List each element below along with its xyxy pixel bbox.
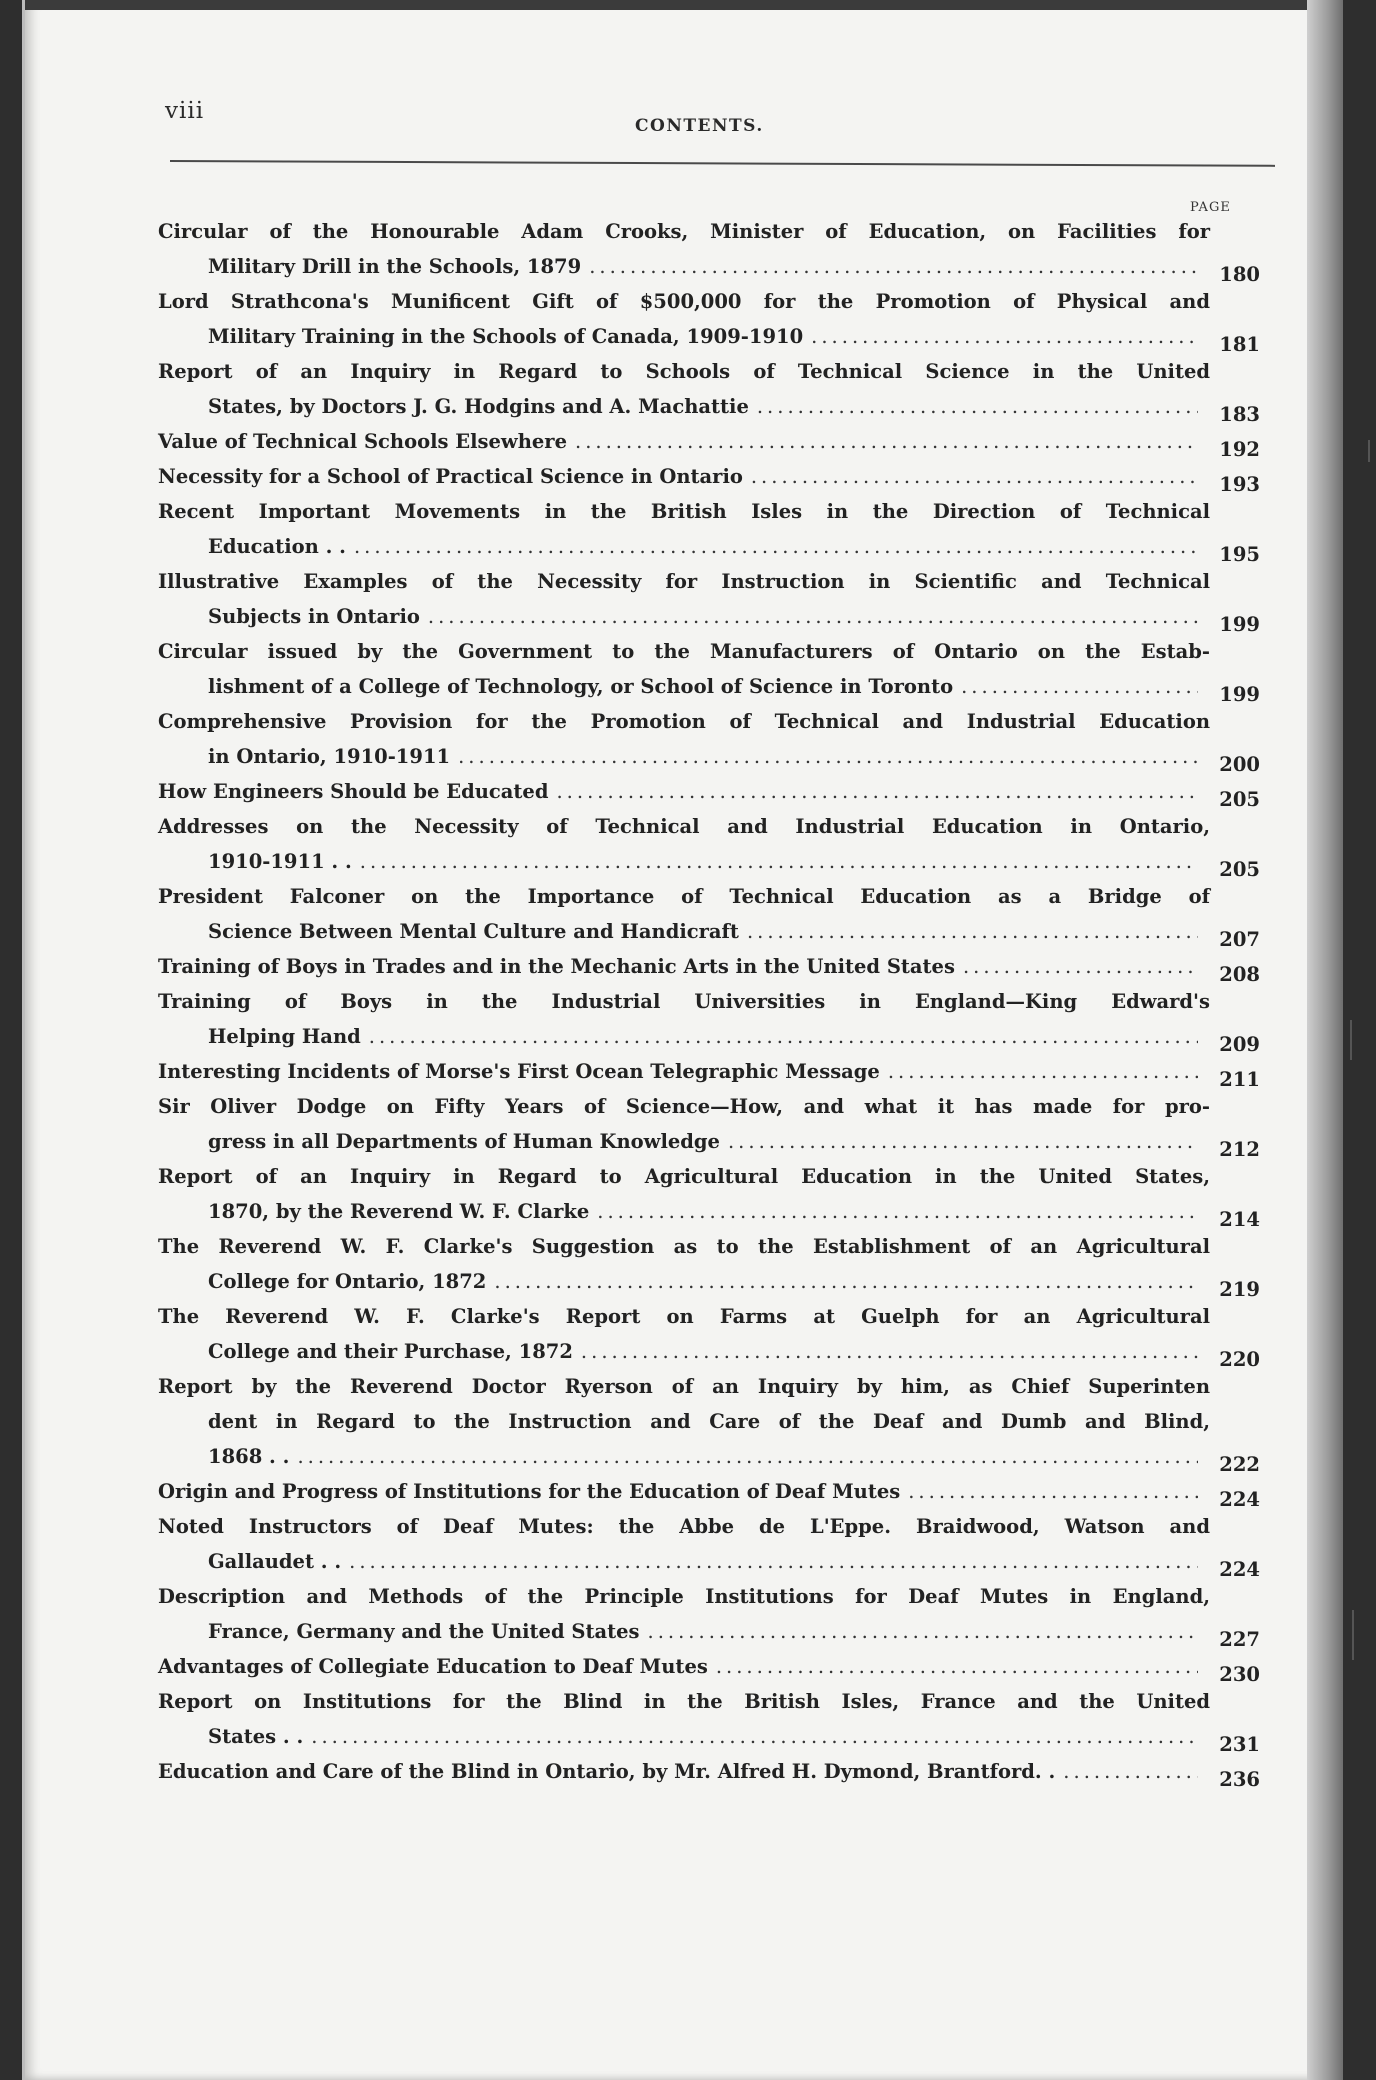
dot-leader	[747, 914, 1198, 949]
dot-leader	[648, 1614, 1198, 1649]
page-reference: 183	[1219, 403, 1260, 426]
page-reference: 193	[1219, 473, 1260, 496]
dot-leader	[360, 844, 1198, 879]
entry-title-end: in Ontario, 1910-1911	[208, 745, 451, 768]
toc-entry	[158, 1299, 1260, 1369]
toc-entry	[158, 284, 1260, 354]
entry-title-line: Addresses on the Necessity of Technical and Industrial Education in Ontario,	[158, 815, 1210, 838]
entry-title-end: Military Drill in the Schools, 1879	[208, 255, 582, 278]
dot-leader	[581, 1334, 1198, 1369]
page-reference: 199	[1219, 613, 1260, 636]
entry-title-line: Comprehensive Provision for the Promotion of Technical and Industrial Education	[158, 710, 1210, 733]
dot-leader	[556, 774, 1198, 809]
entry-title-end: Value of Technical Schools Elsewhere	[158, 430, 567, 453]
entry-title-end: Origin and Progress of Institutions for the Education of Deaf Mutes	[158, 1480, 901, 1503]
dot-leader	[963, 949, 1198, 984]
entry-leader-line	[158, 1439, 1260, 1474]
page-reference: 214	[1219, 1208, 1260, 1231]
entry-title-end: Advantages of Collegiate Education to Deaf Mutes	[158, 1655, 708, 1678]
dot-leader	[349, 1544, 1198, 1579]
toc-entry	[158, 879, 1260, 949]
page-reference: 207	[1219, 928, 1260, 951]
entry-leader-line	[158, 1614, 1260, 1649]
toc-entry	[158, 1649, 1260, 1684]
entry-leader-line	[158, 424, 1260, 459]
entry-title-line: Circular issued by the Government to the Manufacturers of Ontario on the Estab-	[158, 640, 1210, 663]
entry-leader-line	[158, 319, 1260, 354]
entry-leader-line	[158, 1019, 1260, 1054]
page-reference: 220	[1219, 1348, 1260, 1371]
entry-leader-line	[158, 599, 1260, 634]
entry-title-end: Interesting Incidents of Morse's First Ocean Telegraphic Message	[158, 1060, 880, 1083]
entry-title-end: Training of Boys in Trades and in the Mechanic Arts in the United States	[158, 955, 955, 978]
page-reference: 222	[1219, 1453, 1260, 1476]
entry-leader-line	[158, 739, 1260, 774]
dot-leader	[811, 319, 1198, 354]
dot-leader	[575, 424, 1198, 459]
entry-leader-line	[158, 1124, 1260, 1159]
page-reference: 208	[1219, 963, 1260, 986]
page-reference: 180	[1219, 263, 1260, 286]
dot-leader	[297, 1439, 1198, 1474]
toc-entry	[158, 809, 1260, 879]
toc-entry	[158, 984, 1260, 1054]
page-reference: 230	[1219, 1663, 1260, 1686]
toc-entry	[158, 424, 1260, 459]
margin-mark	[1368, 440, 1370, 462]
page-reference: 231	[1219, 1733, 1260, 1756]
entry-leader-line	[158, 1544, 1260, 1579]
toc-entry	[158, 774, 1260, 809]
toc-entry	[158, 564, 1260, 634]
dot-leader	[961, 669, 1198, 704]
entry-leader-line	[158, 1649, 1260, 1684]
entry-title-end: Education and Care of the Blind in Ontario, by Mr. Alfred H. Dymond, Brantford. .	[158, 1760, 1056, 1783]
entry-leader-line	[158, 249, 1260, 284]
dot-leader	[888, 1054, 1198, 1089]
entry-title-end: Gallaudet . .	[208, 1550, 342, 1573]
page-reference: 224	[1219, 1488, 1260, 1511]
entry-title-line: Report of an Inquiry in Regard to Schools of Technical Science in the United	[158, 360, 1210, 383]
entry-title-end: 1870, by the Reverend W. F. Clarke	[208, 1200, 590, 1223]
dot-leader	[597, 1194, 1198, 1229]
entry-leader-line	[158, 459, 1260, 494]
toc-entry	[158, 494, 1260, 564]
page-reference: 181	[1219, 333, 1260, 356]
page-column-label: PAGE	[1190, 200, 1231, 215]
toc-entry	[158, 1684, 1260, 1754]
toc-entry	[158, 1229, 1260, 1299]
toc-entry	[158, 1089, 1260, 1159]
page-number: viii	[165, 98, 205, 124]
page-reference: 219	[1219, 1278, 1260, 1301]
dot-leader	[751, 459, 1198, 494]
dot-leader	[428, 599, 1198, 634]
dot-leader	[728, 1124, 1198, 1159]
entry-title-end: Necessity for a School of Practical Science in Ontario	[158, 465, 743, 488]
toc-entry	[158, 1474, 1260, 1509]
page-reference: 205	[1219, 788, 1260, 811]
toc-entry	[158, 214, 1260, 284]
page-reference: 200	[1219, 753, 1260, 776]
entry-leader-line	[158, 1054, 1260, 1089]
entry-title-line: Circular of the Honourable Adam Crooks, Minister of Education, on Facilities for	[158, 220, 1210, 243]
entry-title-line: The Reverend W. F. Clarke's Report on Farms at Guelph for an Agricultural	[158, 1305, 1210, 1328]
dot-leader	[716, 1649, 1198, 1684]
entry-title-line: President Falconer on the Importance of Technical Education as a Bridge of	[158, 885, 1210, 908]
entry-title-end: Subjects in Ontario	[208, 605, 420, 628]
toc-entry	[158, 1054, 1260, 1089]
entry-title-end: lishment of a College of Technology, or School of Science in Toronto	[208, 675, 954, 698]
dot-leader	[311, 1719, 1198, 1754]
page-reference: 212	[1219, 1138, 1260, 1161]
dot-leader	[908, 1474, 1198, 1509]
running-title: CONTENTS.	[635, 116, 764, 136]
entry-title-end: College and their Purchase, 1872	[208, 1340, 573, 1363]
entry-title-line: dent in Regard to the Instruction and Care of the Deaf and Dumb and Blind,	[208, 1410, 1210, 1433]
toc-entry	[158, 1509, 1260, 1579]
entry-leader-line	[158, 669, 1260, 704]
table-of-contents	[158, 214, 1260, 1789]
entry-title-line: Report on Institutions for the Blind in the British Isles, France and the United	[158, 1690, 1210, 1713]
entry-leader-line	[158, 1754, 1260, 1789]
page-reference: 227	[1219, 1628, 1260, 1651]
page-reference: 224	[1219, 1558, 1260, 1581]
page-reference: 236	[1219, 1768, 1260, 1791]
entry-title-end: Education . .	[208, 535, 346, 558]
entry-leader-line	[158, 949, 1260, 984]
toc-entry	[158, 634, 1260, 704]
dot-leader	[1063, 1754, 1198, 1789]
dot-leader	[458, 739, 1198, 774]
entry-title-end: How Engineers Should be Educated	[158, 780, 549, 803]
entry-title-line: Sir Oliver Dodge on Fifty Years of Science—How, and what it has made for pro-	[158, 1095, 1210, 1118]
entry-title-end: Science Between Mental Culture and Handicraft	[208, 920, 739, 943]
entry-leader-line	[158, 844, 1260, 879]
entry-title-end: Military Training in the Schools of Canada, 1909-1910	[208, 325, 804, 348]
scan-top-border	[25, 0, 1343, 10]
toc-entry	[158, 704, 1260, 774]
entry-leader-line	[158, 914, 1260, 949]
dot-leader	[494, 1264, 1198, 1299]
entry-leader-line	[158, 1474, 1260, 1509]
entry-title-line: Recent Important Movements in the British Isles in the Direction of Technical	[158, 500, 1210, 523]
page-header	[165, 98, 1275, 158]
entry-title-end: Helping Hand	[208, 1025, 361, 1048]
page-reference: 205	[1219, 858, 1260, 881]
entry-leader-line	[158, 1194, 1260, 1229]
entry-leader-line	[158, 389, 1260, 424]
entry-title-end: gress in all Departments of Human Knowledge	[208, 1130, 720, 1153]
entry-title-end: College for Ontario, 1872	[208, 1270, 487, 1293]
entry-title-end: 1868 . .	[208, 1445, 290, 1468]
entry-title-end: France, Germany and the United States	[208, 1620, 640, 1643]
toc-entry	[158, 1754, 1260, 1789]
entry-leader-line	[158, 529, 1260, 564]
dot-leader	[354, 529, 1198, 564]
entry-title-end: States . .	[208, 1725, 304, 1748]
entry-leader-line	[158, 1719, 1260, 1754]
entry-title-line: Description and Methods of the Principle Institutions for Deaf Mutes in England,	[158, 1585, 1210, 1608]
entry-title-line: Report by the Reverend Doctor Ryerson of an Inquiry by him, as Chief Superinten	[158, 1375, 1210, 1398]
toc-entry	[158, 949, 1260, 984]
margin-mark	[1352, 1610, 1354, 1660]
toc-entry	[158, 354, 1260, 424]
page-right-edge	[1307, 0, 1343, 2080]
toc-entry	[158, 1369, 1260, 1474]
entry-leader-line	[158, 1264, 1260, 1299]
toc-entry	[158, 1579, 1260, 1649]
dot-leader	[369, 1019, 1198, 1054]
entry-title-line: Training of Boys in the Industrial Universities in England—King Edward's	[158, 990, 1210, 1013]
entry-title-end: States, by Doctors J. G. Hodgins and A. Machattie	[208, 395, 749, 418]
page-reference: 211	[1219, 1068, 1260, 1091]
page-reference: 192	[1219, 438, 1260, 461]
page-reference: 209	[1219, 1033, 1260, 1056]
entry-title-line: Lord Strathcona's Munificent Gift of $500,000 for the Promotion of Physical and	[158, 290, 1210, 313]
entry-leader-line	[158, 1334, 1260, 1369]
toc-entry	[158, 1159, 1260, 1229]
entry-title-line: The Reverend W. F. Clarke's Suggestion as to the Establishment of an Agricultural	[158, 1235, 1210, 1258]
toc-entry	[158, 459, 1260, 494]
margin-mark	[1350, 1020, 1352, 1060]
dot-leader	[757, 389, 1198, 424]
page-reference: 199	[1219, 683, 1260, 706]
entry-leader-line	[158, 774, 1260, 809]
page-reference: 195	[1219, 543, 1260, 566]
entry-title-line: Report of an Inquiry in Regard to Agricultural Education in the United States,	[158, 1165, 1210, 1188]
entry-title-line: Illustrative Examples of the Necessity for Instruction in Scientific and Technical	[158, 570, 1210, 593]
dot-leader	[589, 249, 1198, 284]
entry-title-line: Noted Instructors of Deaf Mutes: the Abbe de L'Eppe. Braidwood, Watson and	[158, 1515, 1210, 1538]
entry-title-end: 1910-1911 . .	[208, 850, 352, 873]
